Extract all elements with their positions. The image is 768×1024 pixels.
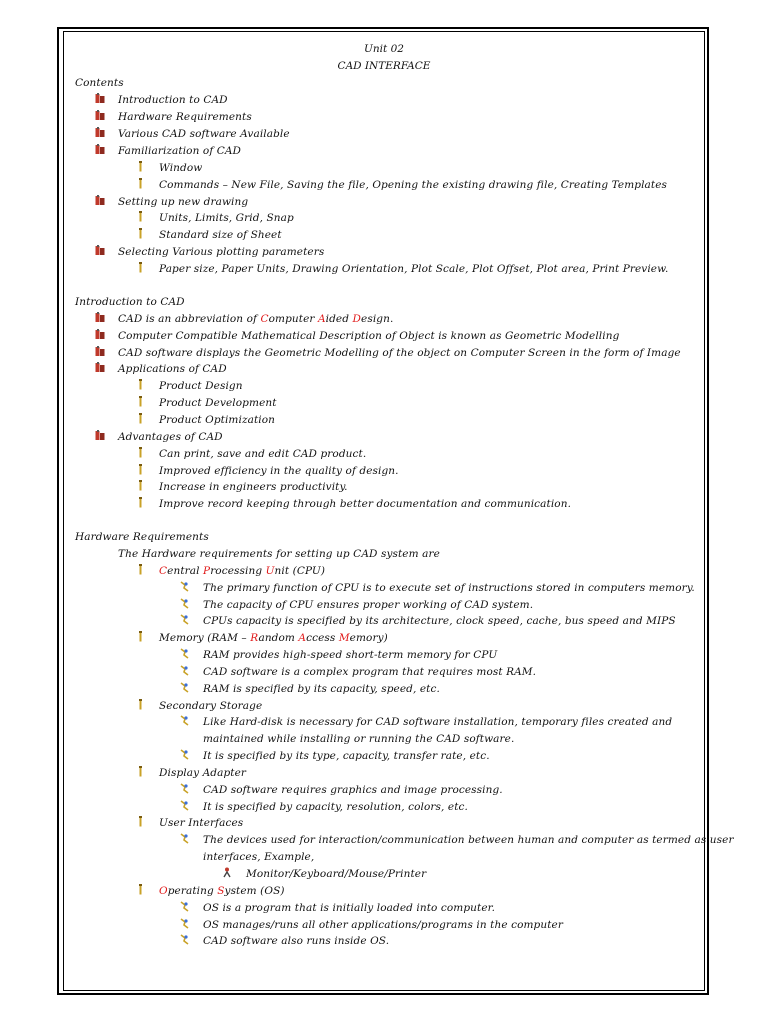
list-item: The capacity of CPU ensures proper working of CAD system. xyxy=(180,598,533,612)
gold-quill-icon xyxy=(138,396,143,407)
list-item: Familiarization of CAD xyxy=(95,144,241,158)
page-border-inner xyxy=(63,31,705,991)
pointing-hand-icon xyxy=(180,918,189,929)
contents-heading: Contents xyxy=(75,77,124,89)
book-bullet-icon xyxy=(95,93,105,104)
gold-quill-icon xyxy=(138,178,143,189)
list-item: RAM provides high-speed short-term memory for CPU xyxy=(180,648,497,662)
book-bullet-icon xyxy=(95,144,105,155)
list-item-continuation: maintained while installing or running the CAD software. xyxy=(203,733,515,745)
gold-quill-icon xyxy=(138,464,143,475)
list-item: Paper size, Paper Units, Drawing Orientation, Plot Scale, Plot Offset, Plot area, Print Preview. xyxy=(138,262,668,276)
list-item: Hardware Requirements xyxy=(95,110,252,124)
list-item: It is specified by its type, capacity, transfer rate, etc. xyxy=(180,749,490,763)
list-item: Memory (RAM – Random Access Memory) xyxy=(138,631,388,645)
pointing-hand-icon xyxy=(180,665,189,676)
book-bullet-icon xyxy=(95,245,105,256)
list-item: CAD software displays the Geometric Modelling of the object on Computer Screen in the form of Image xyxy=(95,346,681,360)
book-bullet-icon xyxy=(95,430,105,441)
list-item: It is specified by capacity, resolution, colors, etc. xyxy=(180,800,468,814)
pointing-hand-icon xyxy=(180,749,189,760)
book-bullet-icon xyxy=(95,127,105,138)
list-item: Applications of CAD xyxy=(95,362,227,376)
list-item: Selecting Various plotting parameters xyxy=(95,245,324,259)
pointing-hand-icon xyxy=(180,934,189,945)
list-item: Setting up new drawing xyxy=(95,195,248,209)
pointing-hand-icon xyxy=(180,614,189,625)
list-item: Improve record keeping through better documentation and communication. xyxy=(138,497,571,511)
list-item: User Interfaces xyxy=(138,816,243,830)
list-item: Advantages of CAD xyxy=(95,430,223,444)
gold-quill-icon xyxy=(138,480,143,491)
hardware-heading: Hardware Requirements xyxy=(75,531,209,543)
pointing-hand-icon xyxy=(180,715,189,726)
list-item: CAD software also runs inside OS. xyxy=(180,934,389,948)
list-item: CAD software requires graphics and image processing. xyxy=(180,783,503,797)
pointing-hand-icon xyxy=(180,581,189,592)
book-bullet-icon xyxy=(95,195,105,206)
gold-quill-icon xyxy=(138,631,143,642)
gold-quill-icon xyxy=(138,211,143,222)
list-item: CAD is an abbreviation of Computer Aided Design. xyxy=(95,312,393,326)
list-item: Like Hard-disk is necessary for CAD software installation, temporary files created and xyxy=(180,715,672,729)
gold-quill-icon xyxy=(138,564,143,575)
list-item: Product Optimization xyxy=(138,413,275,427)
gold-quill-icon xyxy=(138,816,143,827)
list-item: Computer Compatible Mathematical Description of Object is known as Geometric Modelling xyxy=(95,329,619,343)
list-item: Introduction to CAD xyxy=(95,93,228,107)
list-item: Display Adapter xyxy=(138,766,246,780)
person-icon xyxy=(222,867,232,878)
gold-quill-icon xyxy=(138,884,143,895)
gold-quill-icon xyxy=(138,699,143,710)
pointing-hand-icon xyxy=(180,682,189,693)
list-item: Units, Limits, Grid, Snap xyxy=(138,211,294,225)
gold-quill-icon xyxy=(138,379,143,390)
pointing-hand-icon xyxy=(180,800,189,811)
gold-quill-icon xyxy=(138,228,143,239)
gold-quill-icon xyxy=(138,497,143,508)
list-item: Monitor/Keyboard/Mouse/Printer xyxy=(222,867,426,881)
hardware-lead: The Hardware requirements for setting up CAD system are xyxy=(118,548,440,560)
list-item: Improved efficiency in the quality of design. xyxy=(138,464,399,478)
list-item: Operating System (OS) xyxy=(138,884,285,898)
list-item: Can print, save and edit CAD product. xyxy=(138,447,366,461)
list-item: Secondary Storage xyxy=(138,699,262,713)
list-item: Various CAD software Available xyxy=(95,127,290,141)
unit-number: Unit 02 xyxy=(364,43,404,55)
book-bullet-icon xyxy=(95,346,105,357)
list-item-continuation: interfaces, Example, xyxy=(203,851,315,863)
page-title: CAD INTERFACE xyxy=(337,60,431,72)
gold-quill-icon xyxy=(138,262,143,273)
list-item: Increase in engineers productivity. xyxy=(138,480,348,494)
gold-quill-icon xyxy=(138,161,143,172)
book-bullet-icon xyxy=(95,362,105,373)
pointing-hand-icon xyxy=(180,901,189,912)
list-item: Product Development xyxy=(138,396,277,410)
list-item: CAD software is a complex program that requires most RAM. xyxy=(180,665,536,679)
gold-quill-icon xyxy=(138,447,143,458)
intro-heading: Introduction to CAD xyxy=(75,296,185,308)
list-item: CPUs capacity is specified by its architecture, clock speed, cache, bus speed and MIPS xyxy=(180,614,676,628)
list-item: Standard size of Sheet xyxy=(138,228,282,242)
book-bullet-icon xyxy=(95,312,105,323)
book-bullet-icon xyxy=(95,329,105,340)
pointing-hand-icon xyxy=(180,598,189,609)
pointing-hand-icon xyxy=(180,648,189,659)
list-item: Window xyxy=(138,161,202,175)
gold-quill-icon xyxy=(138,766,143,777)
list-item: RAM is specified by its capacity, speed, etc. xyxy=(180,682,440,696)
list-item: Product Design xyxy=(138,379,243,393)
list-item: OS manages/runs all other applications/programs in the computer xyxy=(180,918,563,932)
pointing-hand-icon xyxy=(180,833,189,844)
list-item: Commands – New File, Saving the file, Opening the existing drawing file, Creating Templates xyxy=(138,178,667,192)
list-item: Central Processing Unit (CPU) xyxy=(138,564,325,578)
list-item: The devices used for interaction/communication between human and computer as termed as user xyxy=(180,833,734,847)
list-item: OS is a program that is initially loaded into computer. xyxy=(180,901,495,915)
book-bullet-icon xyxy=(95,110,105,121)
gold-quill-icon xyxy=(138,413,143,424)
pointing-hand-icon xyxy=(180,783,189,794)
list-item: The primary function of CPU is to execute set of instructions stored in computers memory. xyxy=(180,581,695,595)
